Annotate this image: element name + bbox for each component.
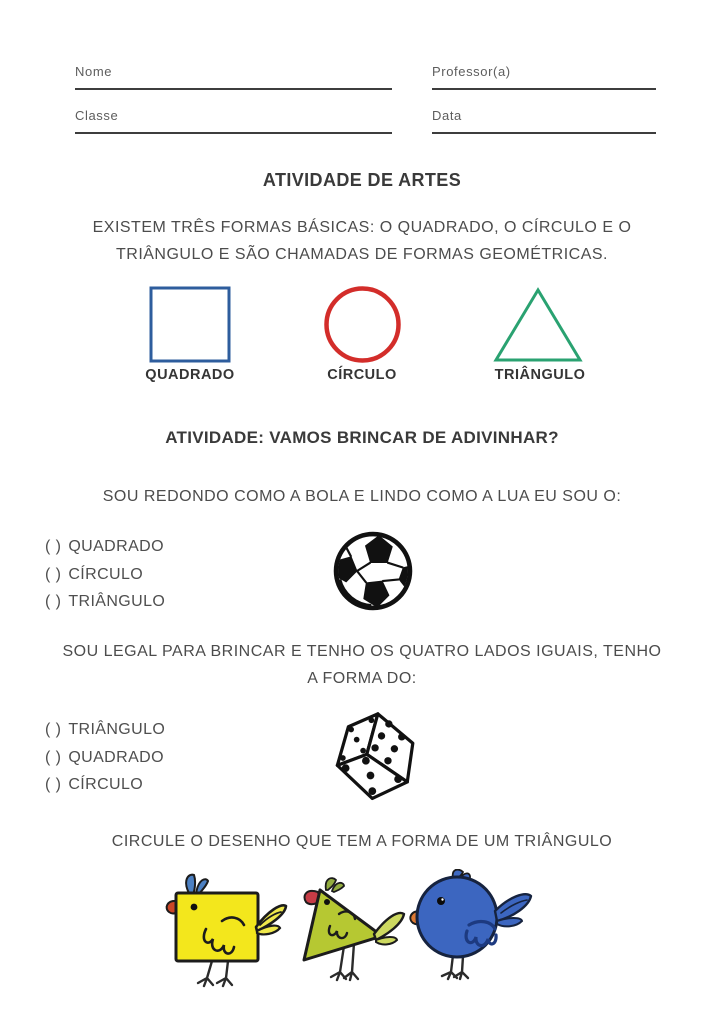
option-label: TRIÂNGULO xyxy=(68,593,166,610)
square-shape xyxy=(149,286,231,363)
bird-eye xyxy=(437,897,445,905)
option-label: QUADRADO xyxy=(68,538,164,555)
square-outline xyxy=(151,288,229,361)
soccer-ball-image xyxy=(331,529,415,613)
teacher-field xyxy=(432,64,656,90)
circle-bird-image[interactable] xyxy=(409,869,544,981)
bird-legs xyxy=(198,961,232,986)
checkbox-marker: ( ) xyxy=(45,721,62,738)
bird-wing xyxy=(376,937,397,944)
circle-shape xyxy=(323,285,402,364)
option-label: TRIÂNGULO xyxy=(68,721,166,738)
class-field xyxy=(75,108,392,134)
question2-prompt xyxy=(0,638,724,692)
bird-eye xyxy=(191,904,198,911)
square-label: QUADRADO xyxy=(145,367,235,383)
class-field-label: Classe xyxy=(75,108,119,123)
question1-options xyxy=(45,533,165,616)
q2-prompt-line-1: SOU LEGAL PARA BRINCAR E TENHO OS QUATRO LADOS IGUAIS, TENHO xyxy=(62,643,662,660)
date-field-line[interactable] xyxy=(432,132,656,134)
question3-prompt: CIRCULE O DESENHO QUE TEM A FORMA DE UM TRIÂNGULO xyxy=(111,833,613,850)
checkbox-marker: ( ) xyxy=(45,593,62,610)
q1-option-triangulo[interactable] xyxy=(45,588,165,616)
name-field-line[interactable] xyxy=(75,88,392,90)
q1-option-circulo[interactable] xyxy=(45,561,165,589)
bird-wing xyxy=(497,918,522,926)
triangle-bird-image[interactable] xyxy=(294,876,409,991)
circle-label: CÍRCULO xyxy=(327,367,397,383)
intro-text xyxy=(0,214,724,268)
bird-legs xyxy=(442,955,468,979)
checkbox-marker: ( ) xyxy=(45,748,62,766)
q2-option-circulo[interactable] xyxy=(45,771,165,799)
triangle-shape xyxy=(492,286,584,364)
q2-option-triangulo[interactable] xyxy=(45,716,165,744)
intro-line-2: TRIÂNGULO E SÃO CHAMADAS DE FORMAS GEOMÉTRICAS. xyxy=(115,246,608,263)
teacher-field-line[interactable] xyxy=(432,88,656,90)
question1-prompt: SOU REDONDO COMO A BOLA E LINDO COMO A LUA EU SOU O: xyxy=(102,488,622,505)
bird-eye xyxy=(324,899,330,905)
option-label: CÍRCULO xyxy=(68,565,144,583)
option-label: CÍRCULO xyxy=(68,776,144,793)
circle-outline xyxy=(327,289,399,361)
triangle-label: TRIÂNGULO xyxy=(494,367,586,383)
square-bird-image[interactable] xyxy=(164,869,289,991)
dice-image xyxy=(330,712,422,804)
date-field-label: Data xyxy=(432,108,462,123)
intro-line-1: EXISTEM TRÊS FORMAS BÁSICAS: O QUADRADO, O CÍRCULO E O xyxy=(92,219,632,236)
checkbox-marker: ( ) xyxy=(45,538,62,555)
checkbox-marker: ( ) xyxy=(45,565,62,583)
q1-option-quadrado[interactable] xyxy=(45,533,165,561)
teacher-field-label: Professor(a) xyxy=(432,64,511,79)
checkbox-marker: ( ) xyxy=(45,776,62,793)
question2-options xyxy=(45,716,165,799)
option-label: QUADRADO xyxy=(68,748,164,766)
q2-prompt-line-2: A FORMA DO: xyxy=(307,670,417,687)
bird-wing xyxy=(374,913,404,940)
q2-option-quadrado[interactable] xyxy=(45,744,165,772)
bird-wing xyxy=(495,894,531,921)
activity-title: ATIVIDADE: VAMOS BRINCAR DE ADIVINHAR? xyxy=(165,428,559,447)
page-title: ATIVIDADE DE ARTES xyxy=(262,170,462,190)
class-field-line[interactable] xyxy=(75,132,392,134)
triangle-outline xyxy=(496,290,580,360)
name-field xyxy=(75,64,392,90)
bird-eye-glint xyxy=(441,898,443,900)
dice-faces xyxy=(337,714,412,799)
name-field-label: Nome xyxy=(75,64,113,79)
date-field xyxy=(432,108,656,134)
